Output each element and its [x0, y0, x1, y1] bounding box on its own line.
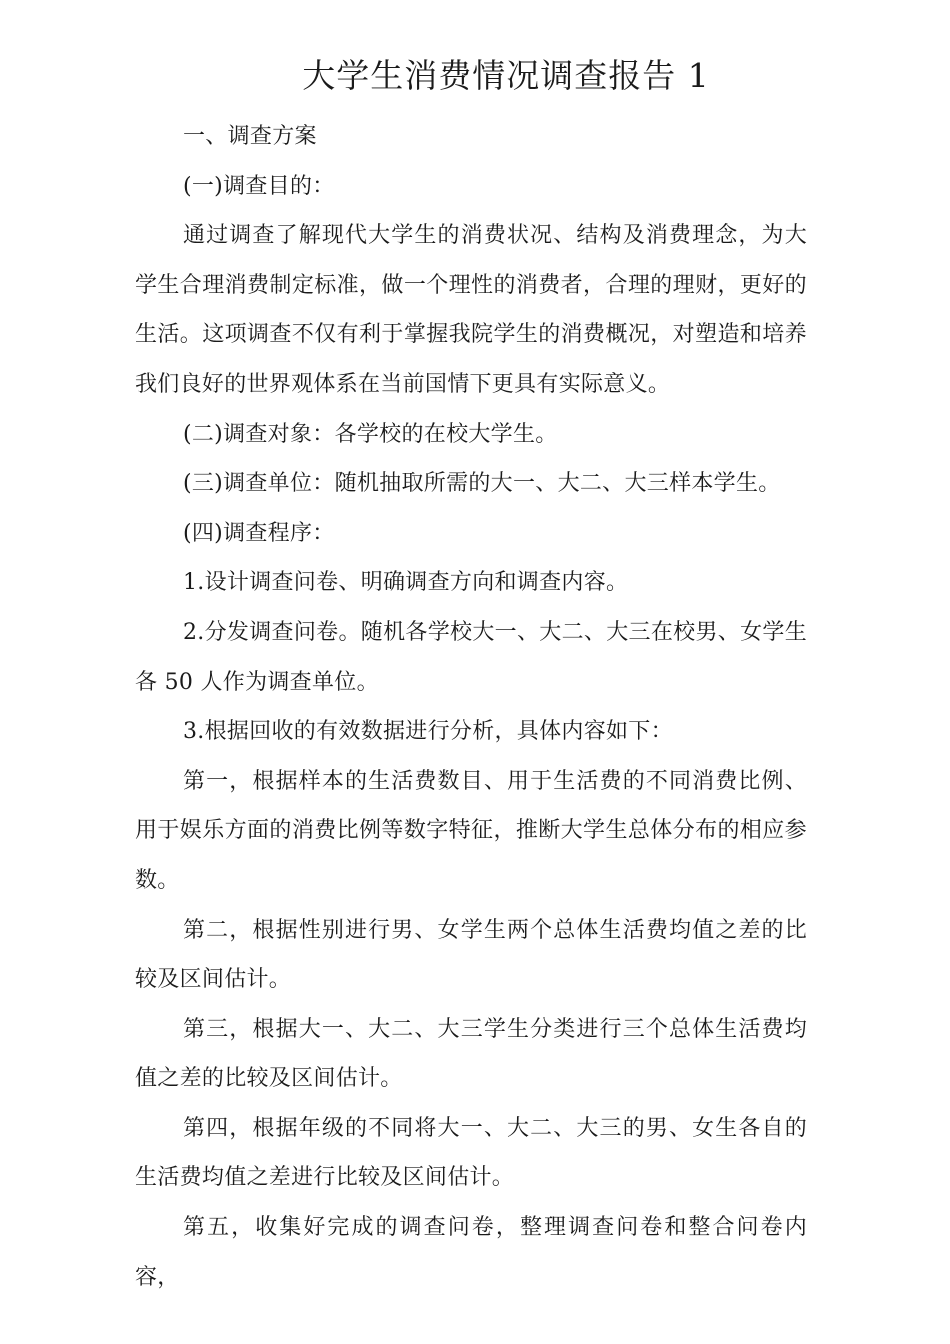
section-heading: 一、调查方案	[183, 124, 317, 149]
paragraph-purpose: 通过调查了解现代大学生的消费状况、结构及消费理念，为大学生合理消费制定标准，做一个理性的消费者，合理的理财，更好的生活。这项调查不仅有利于掌握我院学生的消费概况，对塑造和培养我们良好的世界观体系在当前国情下更具有实际意义。	[135, 223, 807, 397]
paragraph-fourth: 第四，根据年级的不同将大一、大二、大三的男、女生各自的生活费均值之差进行比较及区间估计。	[135, 1115, 807, 1191]
paragraph-second: 第二，根据性别进行男、女学生两个总体生活费均值之差的比较及区间估计。	[135, 917, 807, 993]
paragraph-first: 第一，根据样本的生活费数目、用于生活费的不同消费比例、用于娱乐方面的消费比例等数字特征，推断大学生总体分布的相应参数。	[135, 768, 807, 893]
paragraph-step-2: 2.分发调查问卷。随机各学校大一、大二、大三在校男、女学生各 50 人作为调查单位。	[135, 619, 807, 695]
document-title: 大学生消费情况调查报告 1	[302, 56, 710, 95]
paragraph-third: 第三，根据大一、大二、大三学生分类进行三个总体生活费均值之差的比较及区间估计。	[135, 1016, 807, 1092]
paragraph-step-1: 1.设计调查问卷、明确调查方向和调查内容。	[183, 570, 629, 596]
document-body	[135, 112, 807, 1302]
paragraph-unit: (三)调查单位：随机抽取所需的大一、大二、大三样本学生。	[183, 471, 781, 497]
paragraph-step-3: 3.根据回收的有效数据进行分析，具体内容如下：	[183, 719, 673, 745]
paragraph-fifth: 第五，收集好完成的调查问卷，整理调查问卷和整合问卷内容，	[135, 1215, 807, 1290]
subsection-heading-procedure: (四)调查程序：	[183, 520, 335, 546]
subsection-heading-purpose: (一)调查目的：	[183, 173, 335, 199]
paragraph-target: (二)调查对象：各学校的在校大学生。	[183, 421, 558, 447]
